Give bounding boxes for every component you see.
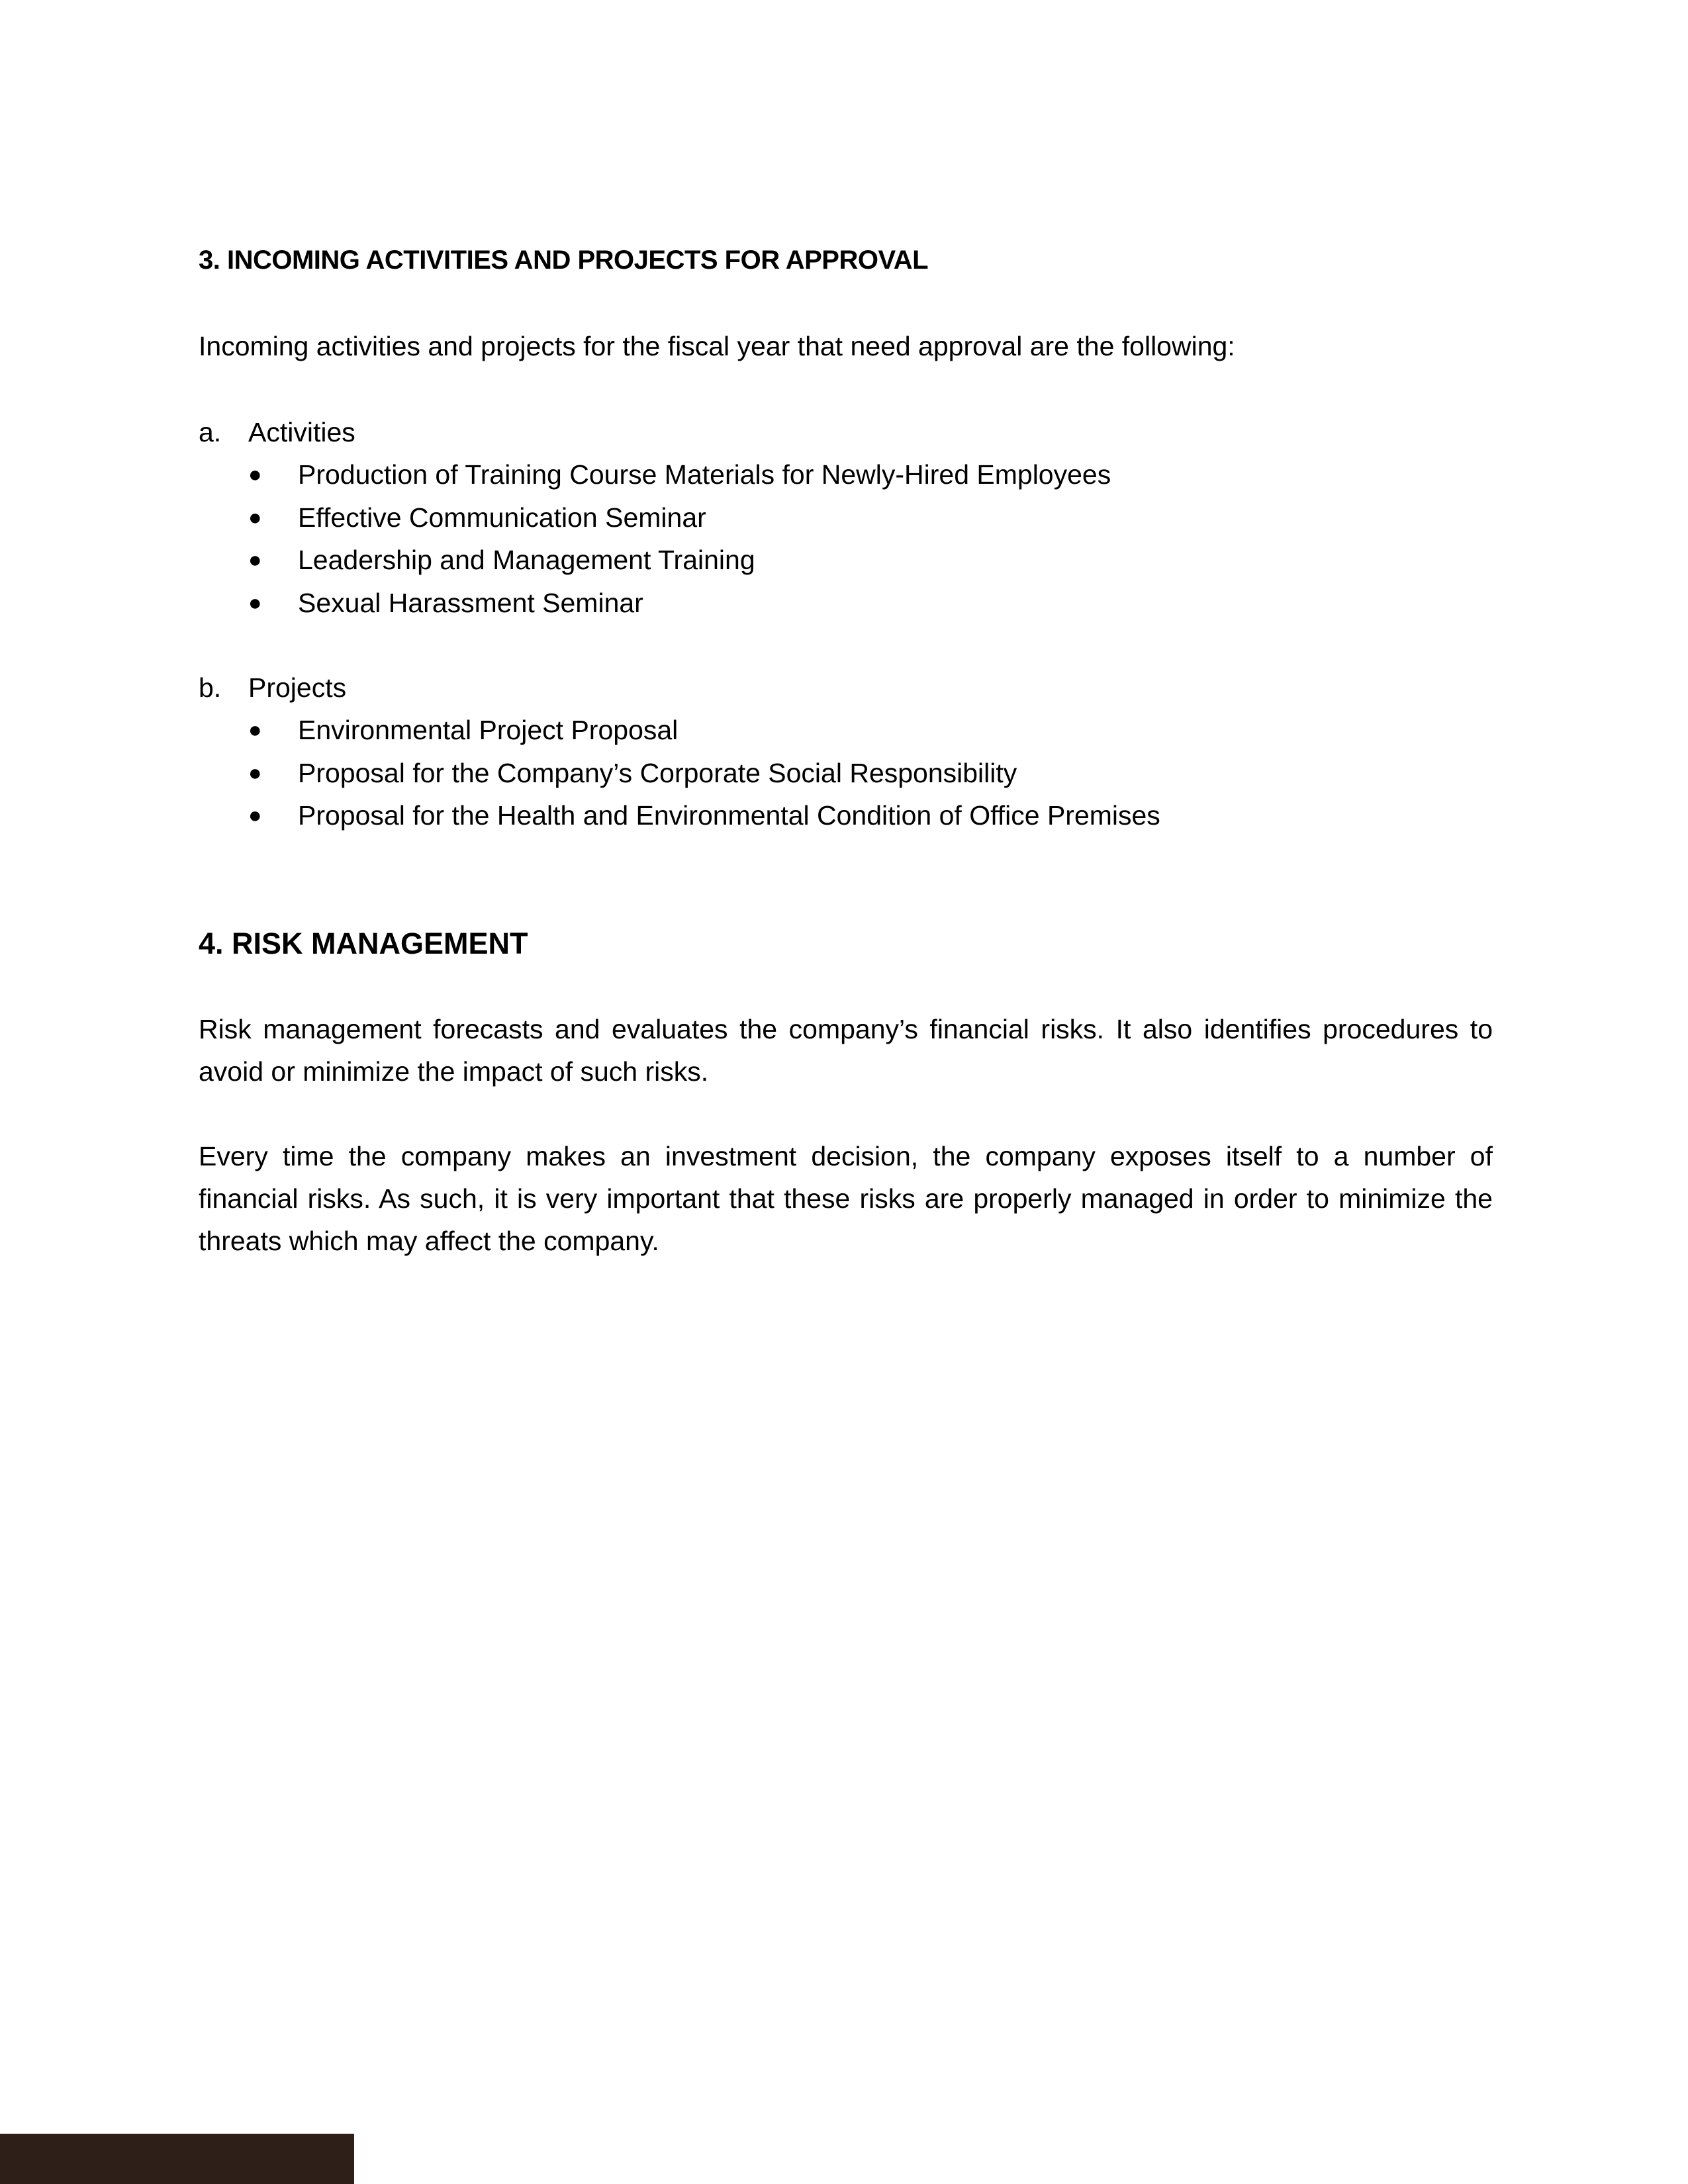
projects-list-header	[199, 666, 1493, 709]
activities-bullets	[199, 453, 1493, 624]
section-4-heading: 4. RISK MANAGEMENT	[199, 926, 528, 960]
bullet-icon: ●	[248, 717, 262, 743]
list-letter-b: b.	[199, 672, 222, 703]
list-letter-a: a.	[199, 417, 222, 447]
list-item	[199, 752, 1493, 795]
list-item	[199, 539, 1493, 582]
list-item	[199, 794, 1493, 837]
list-item	[199, 496, 1493, 539]
activities-label: Activities	[248, 417, 355, 447]
list-item-text: Production of Training Course Materials for Newly-Hired Employees	[298, 459, 1111, 490]
list-item-text: Effective Communication Seminar	[298, 502, 706, 533]
section-4-paragraph-2: Every time the company makes an investment decision, the company exposes itself to a number of financial risks. As such, it is very important that these risks are properly managed in order to minimize the threats which may affect the company.	[199, 1140, 1493, 1256]
list-item-text: Proposal for the Health and Environmental Condition of Office Premises	[298, 800, 1160, 831]
bullet-icon: ●	[248, 760, 262, 786]
bullet-icon: ●	[248, 803, 262, 828]
projects-label: Projects	[248, 672, 347, 703]
list-item	[199, 582, 1493, 625]
list-item-text: Leadership and Management Training	[298, 545, 755, 575]
bullet-icon: ●	[248, 590, 262, 615]
section-4-paragraph-1: Risk management forecasts and evaluates the company’s financial risks. It also identifies procedures to avoid or minimize the impact of such risks.	[199, 1013, 1493, 1087]
projects-list	[199, 666, 1493, 837]
footer-accent-bar	[0, 2134, 354, 2184]
list-item	[199, 453, 1493, 496]
list-item-text: Sexual Harassment Seminar	[298, 587, 643, 618]
page-content	[199, 242, 1493, 1262]
bullet-icon: ●	[248, 504, 262, 530]
activities-list-header	[199, 411, 1493, 453]
list-item	[199, 709, 1493, 752]
list-item-text: Environmental Project Proposal	[298, 715, 679, 745]
bullet-icon: ●	[248, 547, 262, 572]
activities-list	[199, 411, 1493, 624]
section-3-intro: Incoming activities and projects for the fiscal year that need approval are the following:	[199, 331, 1235, 361]
bullet-icon: ●	[248, 462, 262, 487]
projects-bullets	[199, 709, 1493, 837]
list-item-text: Proposal for the Company’s Corporate Social Responsibility	[298, 757, 1017, 788]
section-3-heading: 3. INCOMING ACTIVITIES AND PROJECTS FOR APPROVAL	[199, 246, 929, 275]
